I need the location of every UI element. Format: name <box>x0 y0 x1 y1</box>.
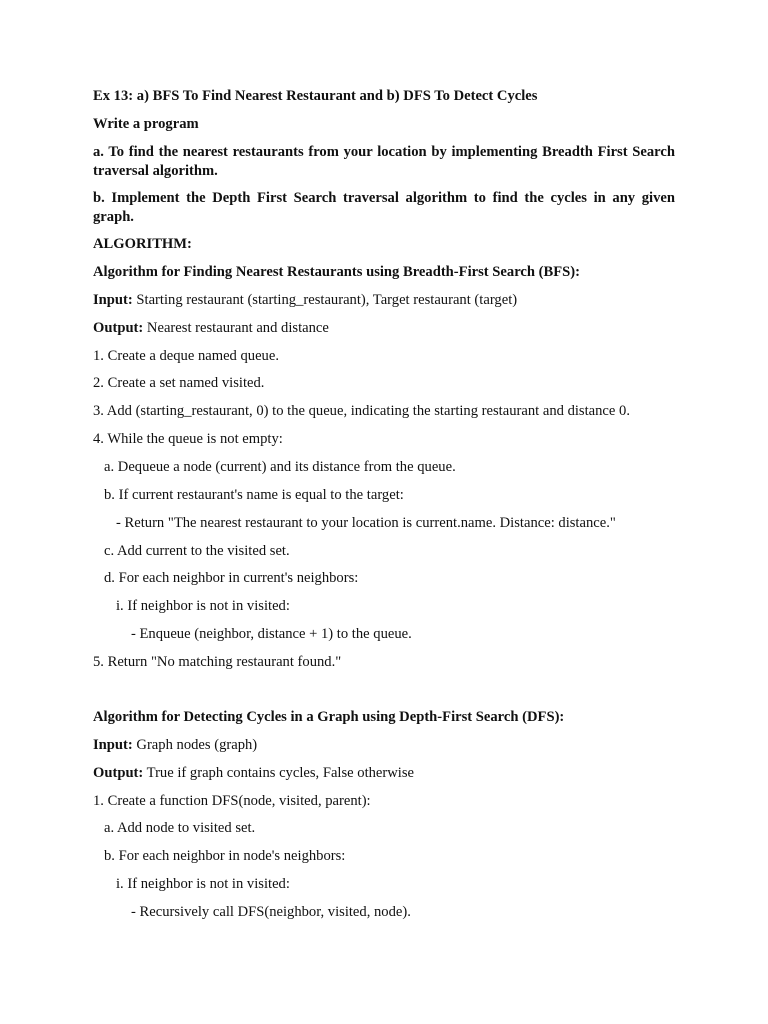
dfs-output-label: Output: <box>93 765 144 781</box>
dfs-heading: Algorithm for Detecting Cycles in a Graph using Depth-First Search (DFS): <box>93 709 565 725</box>
bfs-input-label: Input: <box>93 292 133 308</box>
bfs-output-text: Nearest restaurant and distance <box>143 320 329 336</box>
task-a-paragraph: a. To find the nearest restaurants from your location by implementing Breadth First Search traversal algorithm. <box>93 144 675 179</box>
dfs-input-text: Graph nodes (graph) <box>132 737 258 753</box>
bfs-step: 4. While the queue is not empty: <box>93 431 283 447</box>
bfs-input-text: Starting restaurant (starting_restaurant), Target restaurant (target) <box>132 292 518 308</box>
bfs-substep: c. Add current to the visited set. <box>104 543 290 559</box>
dfs-input-line <box>93 736 257 754</box>
bfs-substep: d. For each neighbor in current's neighbors: <box>104 570 359 586</box>
task-b-paragraph: b. Implement the Depth First Search traversal algorithm to find the cycles in any given graph. <box>93 190 675 225</box>
write-program-line: Write a program <box>93 116 199 132</box>
bfs-substep: i. If neighbor is not in visited: <box>116 598 290 614</box>
dfs-substep: a. Add node to visited set. <box>104 820 256 836</box>
bfs-output-label: Output: <box>93 320 144 336</box>
dfs-output-text: True if graph contains cycles, False otherwise <box>143 765 415 781</box>
algorithm-heading: ALGORITHM: <box>93 236 192 252</box>
bfs-output-line <box>93 319 329 337</box>
exercise-title: Ex 13: a) BFS To Find Nearest Restaurant and b) DFS To Detect Cycles <box>93 88 538 104</box>
dfs-substep: - Recursively call DFS(neighbor, visited, node). <box>131 904 411 920</box>
bfs-step: 5. Return "No matching restaurant found." <box>93 654 342 670</box>
bfs-step: 2. Create a set named visited. <box>93 375 265 391</box>
dfs-input-label: Input: <box>93 737 133 753</box>
bfs-heading: Algorithm for Finding Nearest Restaurants using Breadth-First Search (BFS): <box>93 264 580 280</box>
dfs-output-line <box>93 764 414 782</box>
bfs-input-line <box>93 291 517 309</box>
bfs-substep: b. If current restaurant's name is equal to the target: <box>104 487 404 503</box>
bfs-substep: a. Dequeue a node (current) and its distance from the queue. <box>104 459 456 475</box>
bfs-step: 1. Create a deque named queue. <box>93 348 279 364</box>
bfs-substep: - Enqueue (neighbor, distance + 1) to the queue. <box>131 626 412 642</box>
dfs-substep: i. If neighbor is not in visited: <box>116 876 290 892</box>
bfs-substep: - Return "The nearest restaurant to your location is current.name. Distance: distance." <box>116 515 616 531</box>
bfs-step: 3. Add (starting_restaurant, 0) to the queue, indicating the starting restaurant and distance 0. <box>93 403 630 419</box>
dfs-substep: b. For each neighbor in node's neighbors: <box>104 848 346 864</box>
dfs-step: 1. Create a function DFS(node, visited, parent): <box>93 793 371 809</box>
